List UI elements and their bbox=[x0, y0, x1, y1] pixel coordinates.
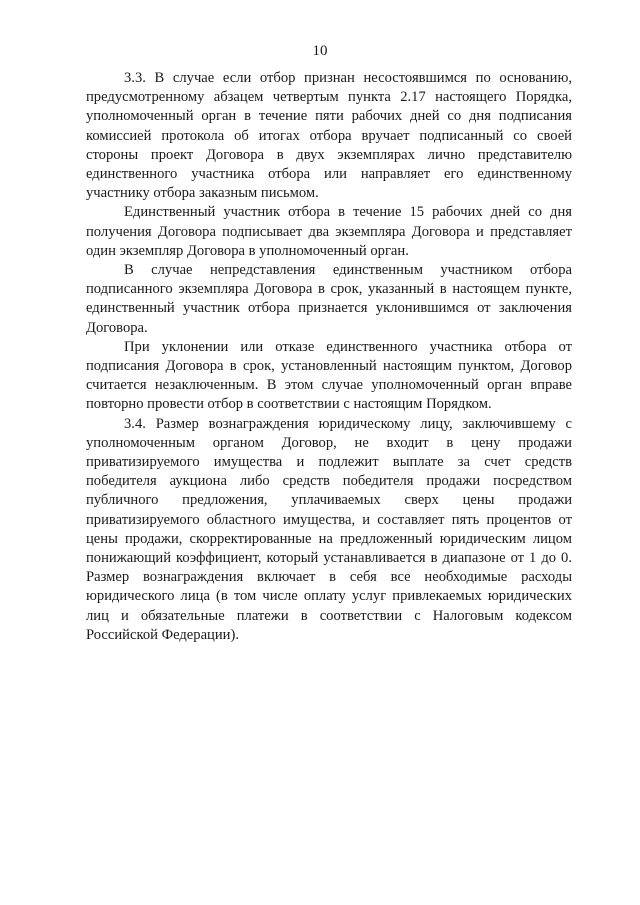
paragraph-non-submission: В случае непредставления единственным участником отбора подписанного экземпляра Договора в срок, указанный в настоящем пункте, единственный участник отбора признается уклонившимся от заключения Договора. bbox=[86, 262, 572, 336]
paragraph-refusal: При уклонении или отказе единственного участника отбора от подписания Договора в срок, установленный настоящим пунктом, Договор считается незаключенным. В этом случае уполномоченный орган вправе повторно провести отбор в соответствии с настоящим Порядком. bbox=[86, 338, 572, 413]
paragraph-3-3: 3.3. В случае если отбор признан несостоявшимся по основанию, предусмотренному абзацем четвертым пункта 2.17 настоящего Порядка, уполномоченный орган в течение пяти рабочих дней со дня подписания комиссией протокола об итогах отбора вручает подписанный со своей стороны проект Договора в двух экземплярах лично представителю единственного участника отбора или направляет его единственному участнику отбора заказным письмом. bbox=[86, 70, 572, 202]
document-body bbox=[86, 69, 572, 645]
page-number: 10 bbox=[312, 43, 328, 59]
paragraph-3-4: 3.4. Размер вознаграждения юридическому лицу, заключившему с уполномоченным органом Договор, не входит в цену продажи приватизируемого имущества и подлежит выплате за счет средств победителя аукциона либо средств победителя продажи посредством публичного предложения, уплачиваемых сверх цены продажи приватизируемого областного имущества, и составляет пять процентов от цены продажи, скорректированные на предложенный юридическим лицом понижающий коэффициент, который устанавливается в диапазоне от 1 до 0. Размер вознаграждения включает в себя все необходимые расходы юридического лица (в том числе оплату услуг привлекаемых юридических лиц и обязательные платежи в соответствии с Налоговым кодексом Российской Федерации). bbox=[86, 415, 572, 643]
paragraph-single-participant-signing: Единственный участник отбора в течение 15 рабочих дней со дня получения Договора подписывает два экземпляра Договора и представляет один экземпляр Договора в уполномоченный орган. bbox=[86, 204, 572, 259]
